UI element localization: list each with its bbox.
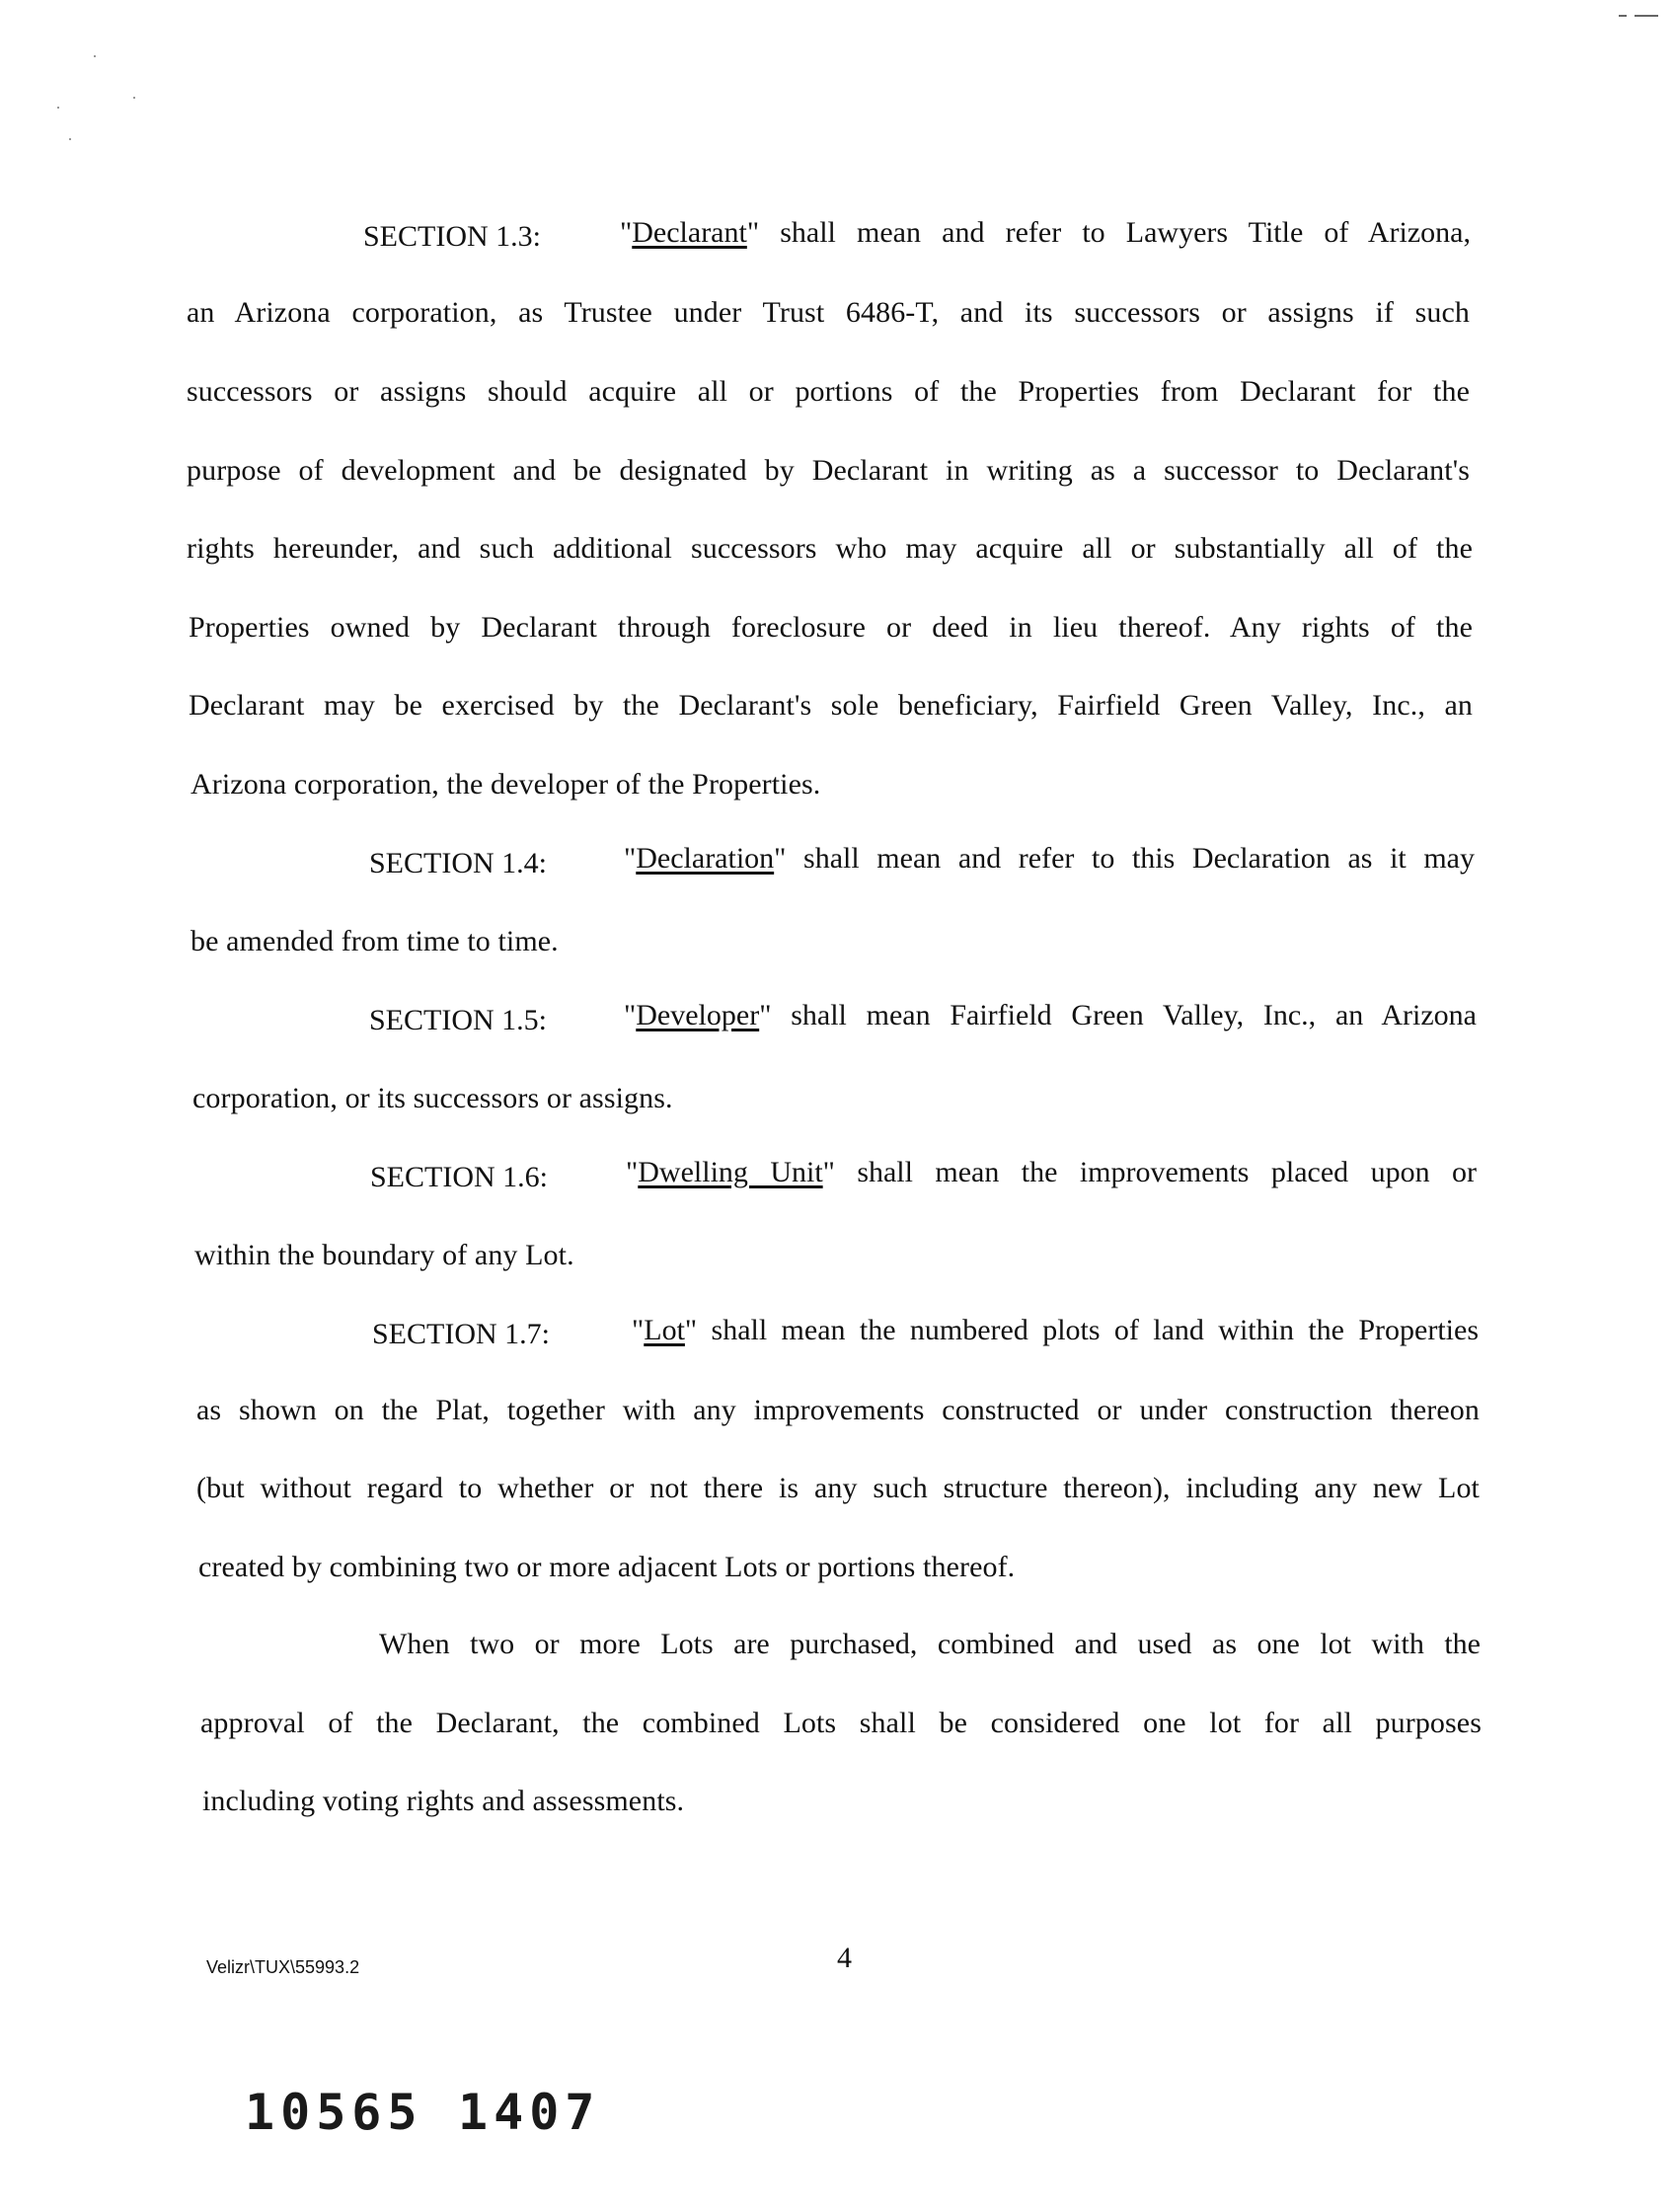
- scan-speck: [57, 107, 59, 109]
- section-lead: [626, 1155, 1477, 1190]
- scan-speck: [69, 138, 71, 140]
- body-line: created by combining two or more adjacent Lots or portions thereof.: [198, 1551, 1016, 1583]
- file-reference: Velizr\TUX\55993.2: [206, 1957, 360, 1977]
- defined-term: Lot: [644, 1314, 685, 1346]
- lead-text: " shall mean the improvements placed upon or: [822, 1156, 1477, 1188]
- lead-text: " shall mean the numbered plots of land within the Properties: [684, 1314, 1479, 1346]
- body-line: approval of the Declarant, the combined Lots shall be considered one lot for all purposes: [200, 1707, 1482, 1739]
- lead-text: " shall mean Fairfield Green Valley, Inc., an Arizona: [759, 999, 1477, 1031]
- quote-mark: ": [624, 842, 637, 875]
- body-line: as shown on the Plat, together with any improvements constructed or under construction thereon: [196, 1394, 1480, 1426]
- recording-page-number: 1407: [458, 2084, 601, 2141]
- section-lead: [624, 998, 1477, 1033]
- section-number: SECTION 1.4:: [369, 847, 547, 879]
- body-line: rights hereunder, and such additional successors who may acquire all or substantially all of the: [187, 532, 1473, 565]
- section-lead: [624, 841, 1475, 877]
- lead-text: " shall mean and refer to this Declaration as it may: [774, 842, 1475, 875]
- defined-term: Declarant: [632, 216, 747, 249]
- body-line: purpose of development and be designated by Declarant in writing as a successor to Declarant's: [187, 454, 1470, 487]
- section-number: SECTION 1.6:: [370, 1161, 548, 1193]
- defined-term: Dwelling Unit: [638, 1156, 823, 1188]
- body-line: within the boundary of any Lot.: [194, 1239, 574, 1271]
- paragraph-first-line: When two or more Lots are purchased, combined and used as one lot with the: [379, 1628, 1481, 1660]
- section-number: SECTION 1.3:: [363, 220, 541, 253]
- body-line: be amended from time to time.: [190, 925, 559, 957]
- body-line: corporation, or its successors or assigns.: [192, 1082, 673, 1114]
- body-line: an Arizona corporation, as Trustee under Trust 6486-T, and its successors or assigns if such: [187, 296, 1470, 329]
- page-number: 4: [837, 1942, 852, 1974]
- section-lead: [632, 1313, 1479, 1348]
- defined-term: Developer: [636, 999, 760, 1031]
- body-line: Properties owned by Declarant through foreclosure or deed in lieu thereof. Any rights of the: [189, 611, 1473, 644]
- body-line: (but without regard to whether or not there is any such structure thereon), including any new Lot: [196, 1472, 1480, 1504]
- recording-docket-number: 10565: [245, 2084, 423, 2141]
- body-line: including voting rights and assessments.: [202, 1785, 685, 1817]
- quote-mark: ": [632, 1314, 645, 1346]
- body-line: successors or assigns should acquire all or portions of the Properties from Declarant for the: [187, 375, 1470, 408]
- defined-term: Declaration: [636, 842, 775, 875]
- corner-mark: [1635, 15, 1658, 17]
- corner-mark: [1619, 15, 1627, 17]
- section-number: SECTION 1.5:: [369, 1004, 547, 1036]
- section-lead: [620, 215, 1471, 251]
- body-line: Declarant may be exercised by the Declarant's sole beneficiary, Fairfield Green Valley, Inc., an: [189, 689, 1473, 722]
- quote-mark: ": [626, 1156, 639, 1188]
- section-number: SECTION 1.7:: [372, 1318, 550, 1350]
- quote-mark: ": [620, 216, 633, 249]
- body-line: Arizona corporation, the developer of the Properties.: [190, 768, 821, 801]
- scan-speck: [94, 55, 96, 57]
- lead-text: " shall mean and refer to Lawyers Title of Arizona,: [746, 216, 1471, 249]
- scan-speck: [133, 97, 135, 99]
- quote-mark: ": [624, 999, 637, 1031]
